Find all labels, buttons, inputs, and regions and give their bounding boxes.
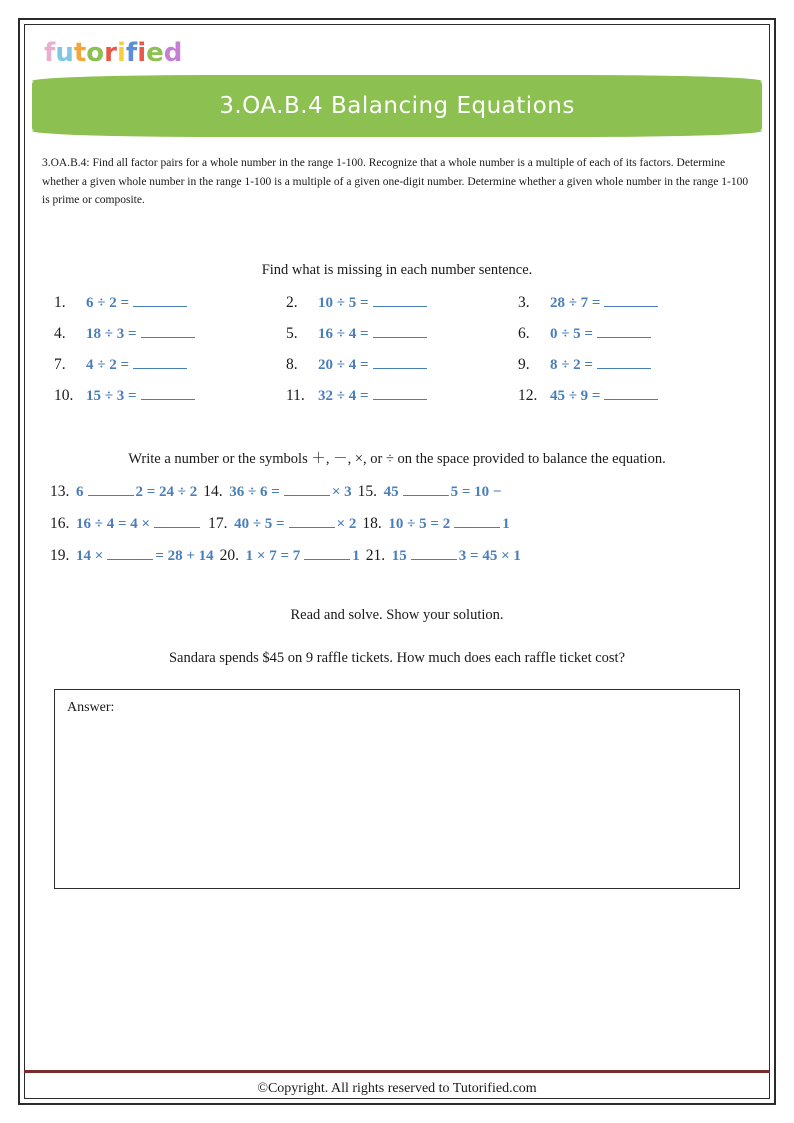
answer-blank[interactable] (133, 355, 187, 369)
expression-before-blank: 6 (76, 483, 84, 500)
logo-letter-9: d (163, 38, 183, 68)
problem-expression: 15 ÷ 3 = (86, 387, 137, 404)
problem-row (54, 293, 750, 312)
section-1-problems (32, 293, 762, 405)
balance-item (208, 514, 356, 533)
logo-letter-3: o (86, 38, 105, 68)
balance-item (50, 546, 214, 565)
problem-number: 10. (54, 386, 74, 404)
problem-item (54, 355, 286, 374)
expression-before-blank: 36 ÷ 6 = (229, 483, 280, 500)
balance-item (50, 514, 202, 533)
standard-description: 3.OA.B.4: Find all factor pairs for a whole number in the range 1-100. Recognize that a whole number is a multiple of each of its factors. Determine whether a given whole number in the range 1-100 is a multiple of a given one-digit number. Determine whether a given whole number in the range 1-100 is prime or composite. (42, 157, 749, 207)
problem-expression: 28 ÷ 7 = (549, 294, 601, 311)
logo-letter-5: i (116, 38, 126, 68)
problem-item (54, 324, 286, 343)
balance-row (50, 546, 756, 565)
balance-row (50, 482, 756, 501)
expression-before-blank: 15 (391, 547, 407, 564)
problem-number: 1. (54, 293, 66, 311)
answer-blank[interactable] (373, 324, 427, 338)
problem-item (286, 324, 518, 343)
logo-letter-8: e (146, 38, 164, 68)
answer-label: Answer: (67, 699, 115, 715)
balance-item (203, 482, 351, 501)
brand-logo (32, 30, 762, 76)
answer-blank[interactable] (141, 386, 195, 400)
balance-item (220, 546, 360, 565)
problem-expression: 4 ÷ 2 = (86, 356, 130, 373)
answer-blank[interactable] (141, 324, 195, 338)
answer-blank[interactable] (604, 293, 658, 307)
problem-expression: 6 ÷ 2 = (86, 294, 130, 311)
problem-row (54, 324, 750, 343)
page-content (32, 30, 762, 1093)
problem-item (518, 355, 750, 374)
problem-number: 21. (365, 546, 386, 564)
problem-number: 7. (54, 355, 66, 373)
problem-expression: 45 ÷ 9 = (549, 387, 601, 404)
problem-expression: 16 ÷ 4 = (317, 325, 369, 342)
problem-item (286, 293, 518, 312)
answer-blank[interactable] (597, 324, 651, 338)
balance-item (362, 514, 509, 533)
problem-item (286, 386, 518, 405)
expression-after-blank: 5 = 10 − (450, 483, 502, 500)
problem-number: 19. (50, 546, 70, 564)
expression-after-blank: × 3 (331, 483, 352, 500)
expression-after-blank: × 2 (336, 515, 357, 532)
expression-after-blank: = 28 + 14 (155, 547, 214, 564)
problem-expression: 32 ÷ 4 = (317, 387, 369, 404)
problem-expression: 20 ÷ 4 = (317, 356, 369, 373)
answer-blank[interactable] (284, 482, 330, 496)
problem-row (54, 386, 750, 405)
problem-expression: 18 ÷ 3 = (86, 325, 137, 342)
problem-number: 20. (219, 546, 240, 564)
expression-before-blank: 1 × 7 = 7 (245, 547, 301, 564)
problem-number: 18. (362, 514, 382, 532)
balance-item (50, 482, 197, 501)
answer-blank[interactable] (373, 355, 427, 369)
problem-number: 11. (285, 386, 305, 404)
problem-item (518, 386, 750, 405)
expression-before-blank: 45 (383, 483, 399, 500)
answer-blank[interactable] (107, 546, 153, 560)
answer-blank[interactable] (133, 293, 187, 307)
footer-divider (24, 1070, 770, 1073)
problem-number: 3. (517, 293, 530, 311)
problem-number: 13. (50, 482, 70, 500)
problem-item (286, 355, 518, 374)
section-1-instruction: Find what is missing in each number sentence. (261, 261, 533, 278)
problem-number: 5. (285, 324, 298, 342)
logo-letter-0: f (44, 38, 56, 68)
logo-letter-4: r (104, 38, 117, 68)
word-problem-text: Sandara spends $45 on 9 raffle tickets. How much does each raffle ticket cost? (168, 649, 626, 666)
expression-after-blank: 1 (352, 547, 360, 564)
answer-blank[interactable] (88, 482, 134, 496)
title-banner (32, 82, 762, 130)
expression-after-blank: 1 (502, 515, 510, 532)
logo-letter-2: t (73, 38, 87, 68)
logo-letter-6: f (125, 38, 138, 68)
section-2-problems (32, 482, 762, 565)
page-title: 3.OA.B.4 Balancing Equations (219, 93, 575, 119)
expression-after-blank: 2 = 24 ÷ 2 (135, 483, 198, 500)
problem-expression: 10 ÷ 5 = (317, 294, 369, 311)
problem-expression: 8 ÷ 2 = (549, 356, 593, 373)
problem-item (54, 386, 286, 405)
answer-blank[interactable] (454, 514, 500, 528)
copyright-text: ©Copyright. All rights reserved to Tutorified.com (257, 1081, 537, 1096)
section-2-instruction: Write a number or the symbols ＋, －, ×, or ÷ on the space provided to balance the equation. (128, 450, 666, 467)
problem-number: 17. (208, 514, 228, 532)
answer-blank[interactable] (604, 386, 658, 400)
answer-blank[interactable] (289, 514, 335, 528)
problem-number: 6. (517, 324, 530, 342)
expression-before-blank: 10 ÷ 5 = 2 (388, 515, 451, 532)
problem-number: 2. (285, 293, 298, 311)
problem-number: 9. (517, 355, 530, 373)
answer-blank[interactable] (411, 546, 457, 560)
answer-blank[interactable] (403, 482, 449, 496)
expression-before-blank: 14 × (76, 547, 104, 564)
answer-blank[interactable] (373, 386, 427, 400)
answer-blank[interactable] (154, 514, 200, 528)
problem-number: 16. (50, 514, 70, 532)
problem-item (518, 324, 750, 343)
problem-expression: 0 ÷ 5 = (549, 325, 593, 342)
problem-row (54, 355, 750, 374)
problem-number: 14. (203, 482, 223, 500)
expression-before-blank: 40 ÷ 5 = (234, 515, 285, 532)
problem-item (518, 293, 750, 312)
balance-item (358, 482, 502, 501)
problem-number: 4. (54, 324, 66, 342)
logo-letter-7: i (137, 38, 147, 68)
answer-blank[interactable] (597, 355, 651, 369)
problem-item (54, 293, 286, 312)
problem-number: 12. (517, 386, 538, 404)
logo-letter-1: u (55, 38, 74, 68)
expression-before-blank: 16 ÷ 4 = 4 × (76, 515, 151, 532)
problem-number: 15. (357, 482, 377, 500)
answer-blank[interactable] (304, 546, 350, 560)
expression-after-blank: 3 = 45 × 1 (458, 547, 521, 564)
answer-box[interactable] (54, 689, 740, 889)
logo-text (44, 40, 182, 66)
problem-number: 8. (285, 355, 298, 373)
answer-blank[interactable] (373, 293, 427, 307)
section-3-instruction: Read and solve. Show your solution. (290, 606, 504, 623)
page-footer (24, 1070, 770, 1097)
balance-row (50, 514, 756, 533)
balance-item (366, 546, 521, 565)
